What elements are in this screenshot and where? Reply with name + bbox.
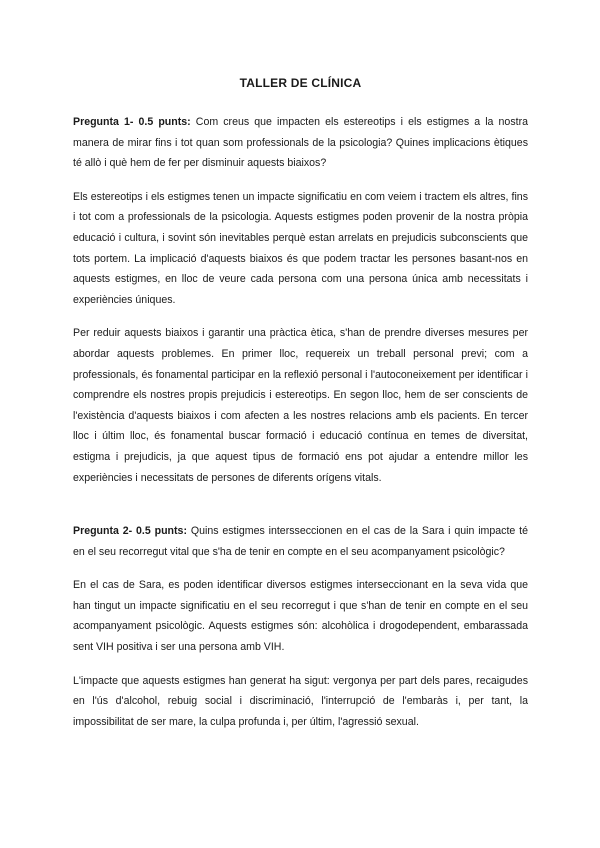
question-1-label: Pregunta 1- 0.5 punts: bbox=[73, 116, 191, 128]
question-1 bbox=[73, 112, 528, 174]
answer-1-paragraph-2: Per reduir aquests biaixos i garantir una pràctica ètica, s'han de prendre diverses mesures per abordar aquests problemes. En primer lloc, requereix un treball personal previ; com a professionals, és fonamental participar en la reflexió personal i l'autoconeixement per identificar i comprendre els nostres propis prejudicis i estereotips. En segon lloc, hem de ser conscients de l'existència d'aquests biaixos i com afecten a les nostres relacions amb els pacients. En tercer lloc i últim lloc, és fonamental buscar formació i educació contínua en temes de diversitat, estigma i prejudicis, ja que aquest tipus de formació ens pot ajudar a entendre millor les experiències i necessitats de persones de diferents orígens vitals. bbox=[73, 327, 528, 484]
question-2-text: Quins estigmes intersseccionen en el cas de la Sara i quin impacte té en el seu recorregut vital que s'ha de tenir en compte en el seu acompanyament psicològic? bbox=[73, 525, 528, 558]
answer-2-paragraph-2: L'impacte que aquests estigmes han generat ha sigut: vergonya per part dels pares, recaigudes en l'ús d'alcohol, rebuig social i discriminació, l'interrupció de l'embaràs i, per tant, la impossibilitat de ser mare, la culpa profunda i, per últim, l'agressió sexual. bbox=[73, 674, 528, 728]
page-title: TALLER DE CLÍNICA bbox=[239, 76, 362, 90]
question-2-label: Pregunta 2- 0.5 punts: bbox=[73, 525, 187, 538]
question-2 bbox=[73, 521, 528, 562]
question-1-text: Com creus que impacten els estereotips i els estigmes a la nostra manera de mirar fins i tot quan som professionals de la psicologia? Quines implicacions ètiques té allò i què hem de fer per disminuir aquests biaixos? bbox=[73, 116, 528, 170]
answer-1-paragraph-1: Els estereotips i els estigmes tenen un impacte significatiu en com veiem i tractem els altres, fins i tot com a professionals de la psicologia. Aquests estigmes poden provenir de la nostra pròpia educació i cultura, i sovint són inevitables perquè estan arrelats en prejudicis subconscients que tots portem. La implicació d'aquests biaixos és que podem tractar les persones basant-nos en aquests estigmes, en lloc de veure cada persona com una persona única amb necessitats i experiències úniques. bbox=[73, 190, 528, 306]
answer-2-paragraph-1: En el cas de Sara, es poden identificar diversos estigmes interseccionant en la seva vida que han tingut un impacte significatiu en el seu recorregut i que s'han de tenir en compte en el seu acompanyament psicològic. Aquests estigmes són: alcohòlica i drogodependent, embarassada sent VIH positiva i ser una persona amb VIH. bbox=[73, 579, 528, 654]
section-spacer bbox=[73, 501, 528, 521]
